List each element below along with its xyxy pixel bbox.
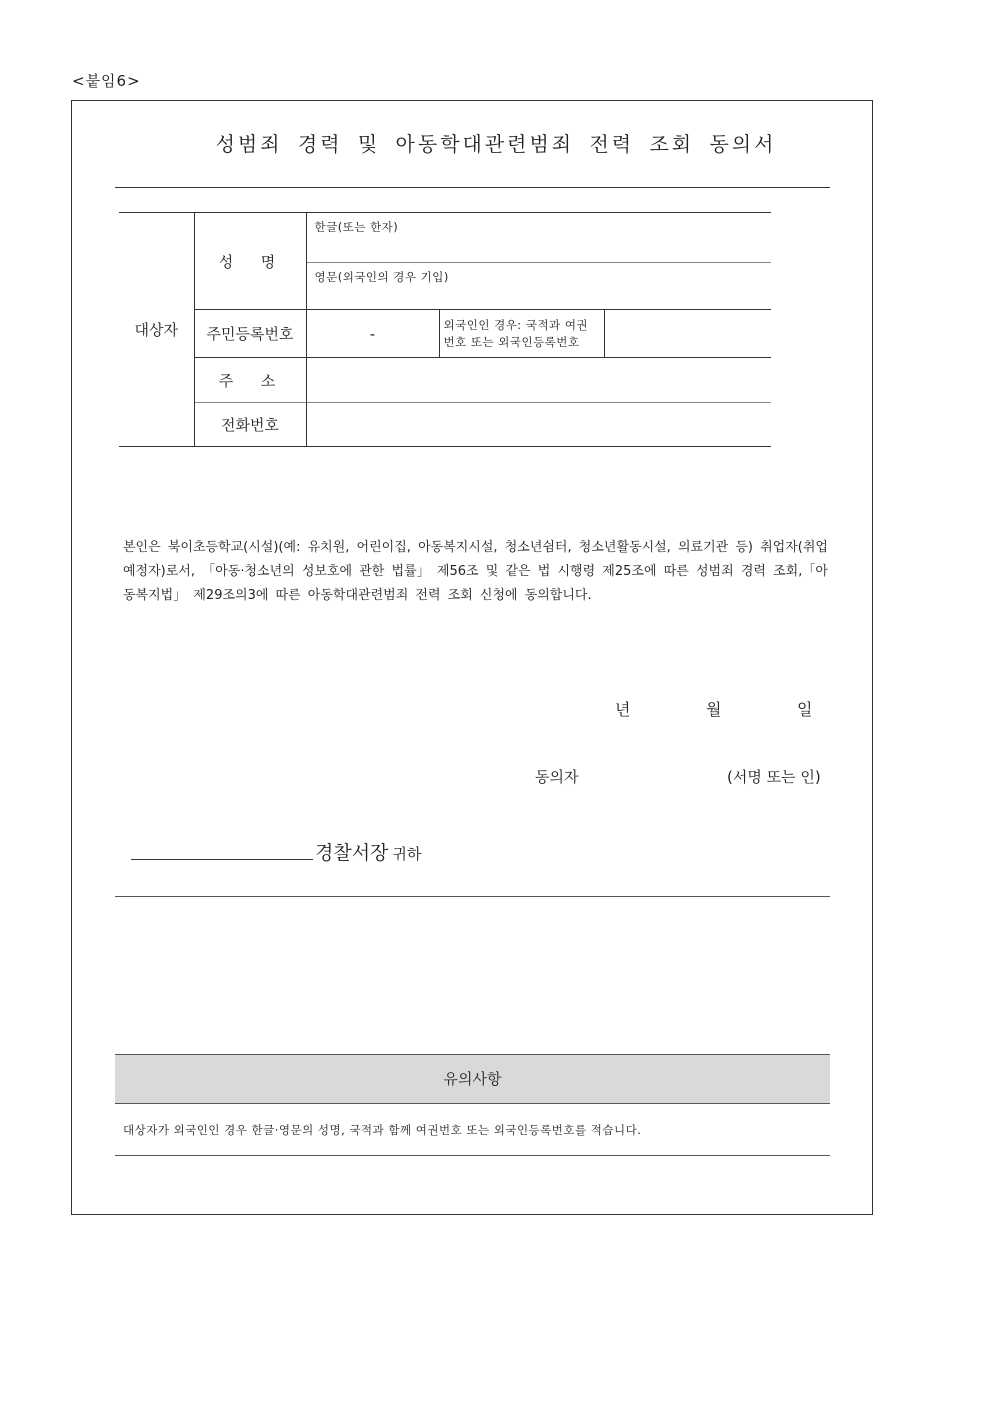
section-divider xyxy=(115,896,830,897)
name-label: 성 명 xyxy=(194,213,306,310)
address-field[interactable] xyxy=(306,358,771,403)
consent-statement: 본인은 북이초등학교(시설)(예: 유치원, 어린이집, 아동복지시설, 청소년쉼터, 청소년활동시설, 의료기관 등) 취업자(취업예정자)로서, 「아동·청소년의 성보호에 관한 법률」 제56조 및 같은 법 시행령 제25조에 따른 성범죄 경력 조회,「아동복지법」 제29조의3에 따른 아동학대관련범죄 전력 조회 신청에 동의합니다. xyxy=(123,540,828,603)
phone-field[interactable] xyxy=(306,403,771,447)
addressee xyxy=(315,838,421,865)
notice-title: 유의사항 xyxy=(115,1054,830,1104)
name-english-field[interactable]: 영문(외국인의 경우 기입) xyxy=(306,263,771,310)
date-month-label: 월 xyxy=(706,700,722,719)
notice-text: 대상자가 외국인인 경우 한글·영문의 성명, 국적과 함께 여권번호 또는 외국인등록번호를 적습니다. xyxy=(123,1123,642,1137)
date-day-label: 일 xyxy=(797,700,813,719)
page-title: 성범죄 경력 및 아동학대관련범죄 전력 조회 동의서 xyxy=(215,132,777,156)
police-chief-label: 경찰서장 xyxy=(315,842,389,864)
rrn-field[interactable]: - xyxy=(306,310,439,358)
name-korean-field[interactable]: 한글(또는 한자) xyxy=(306,213,771,263)
notice-divider xyxy=(115,1155,830,1156)
police-station-blank[interactable] xyxy=(131,859,313,860)
subject-info-table xyxy=(119,212,771,447)
phone-label: 전화번호 xyxy=(194,403,306,447)
rrn-label: 주민등록번호 xyxy=(194,310,306,358)
title-divider xyxy=(115,187,830,188)
foreigner-id-field[interactable] xyxy=(604,310,771,358)
address-label: 주 소 xyxy=(194,358,306,403)
honorific-label: 귀하 xyxy=(392,845,422,863)
signature-label: (서명 또는 인) xyxy=(727,768,821,786)
attachment-label: <붙임6> xyxy=(72,72,141,90)
foreigner-id-hint: 외국인인 경우: 국적과 여권번호 또는 외국인등록번호 xyxy=(439,310,604,358)
consenter-label: 동의자 xyxy=(535,768,579,786)
date-year-label: 년 xyxy=(615,700,631,719)
subject-label: 대상자 xyxy=(119,213,194,447)
